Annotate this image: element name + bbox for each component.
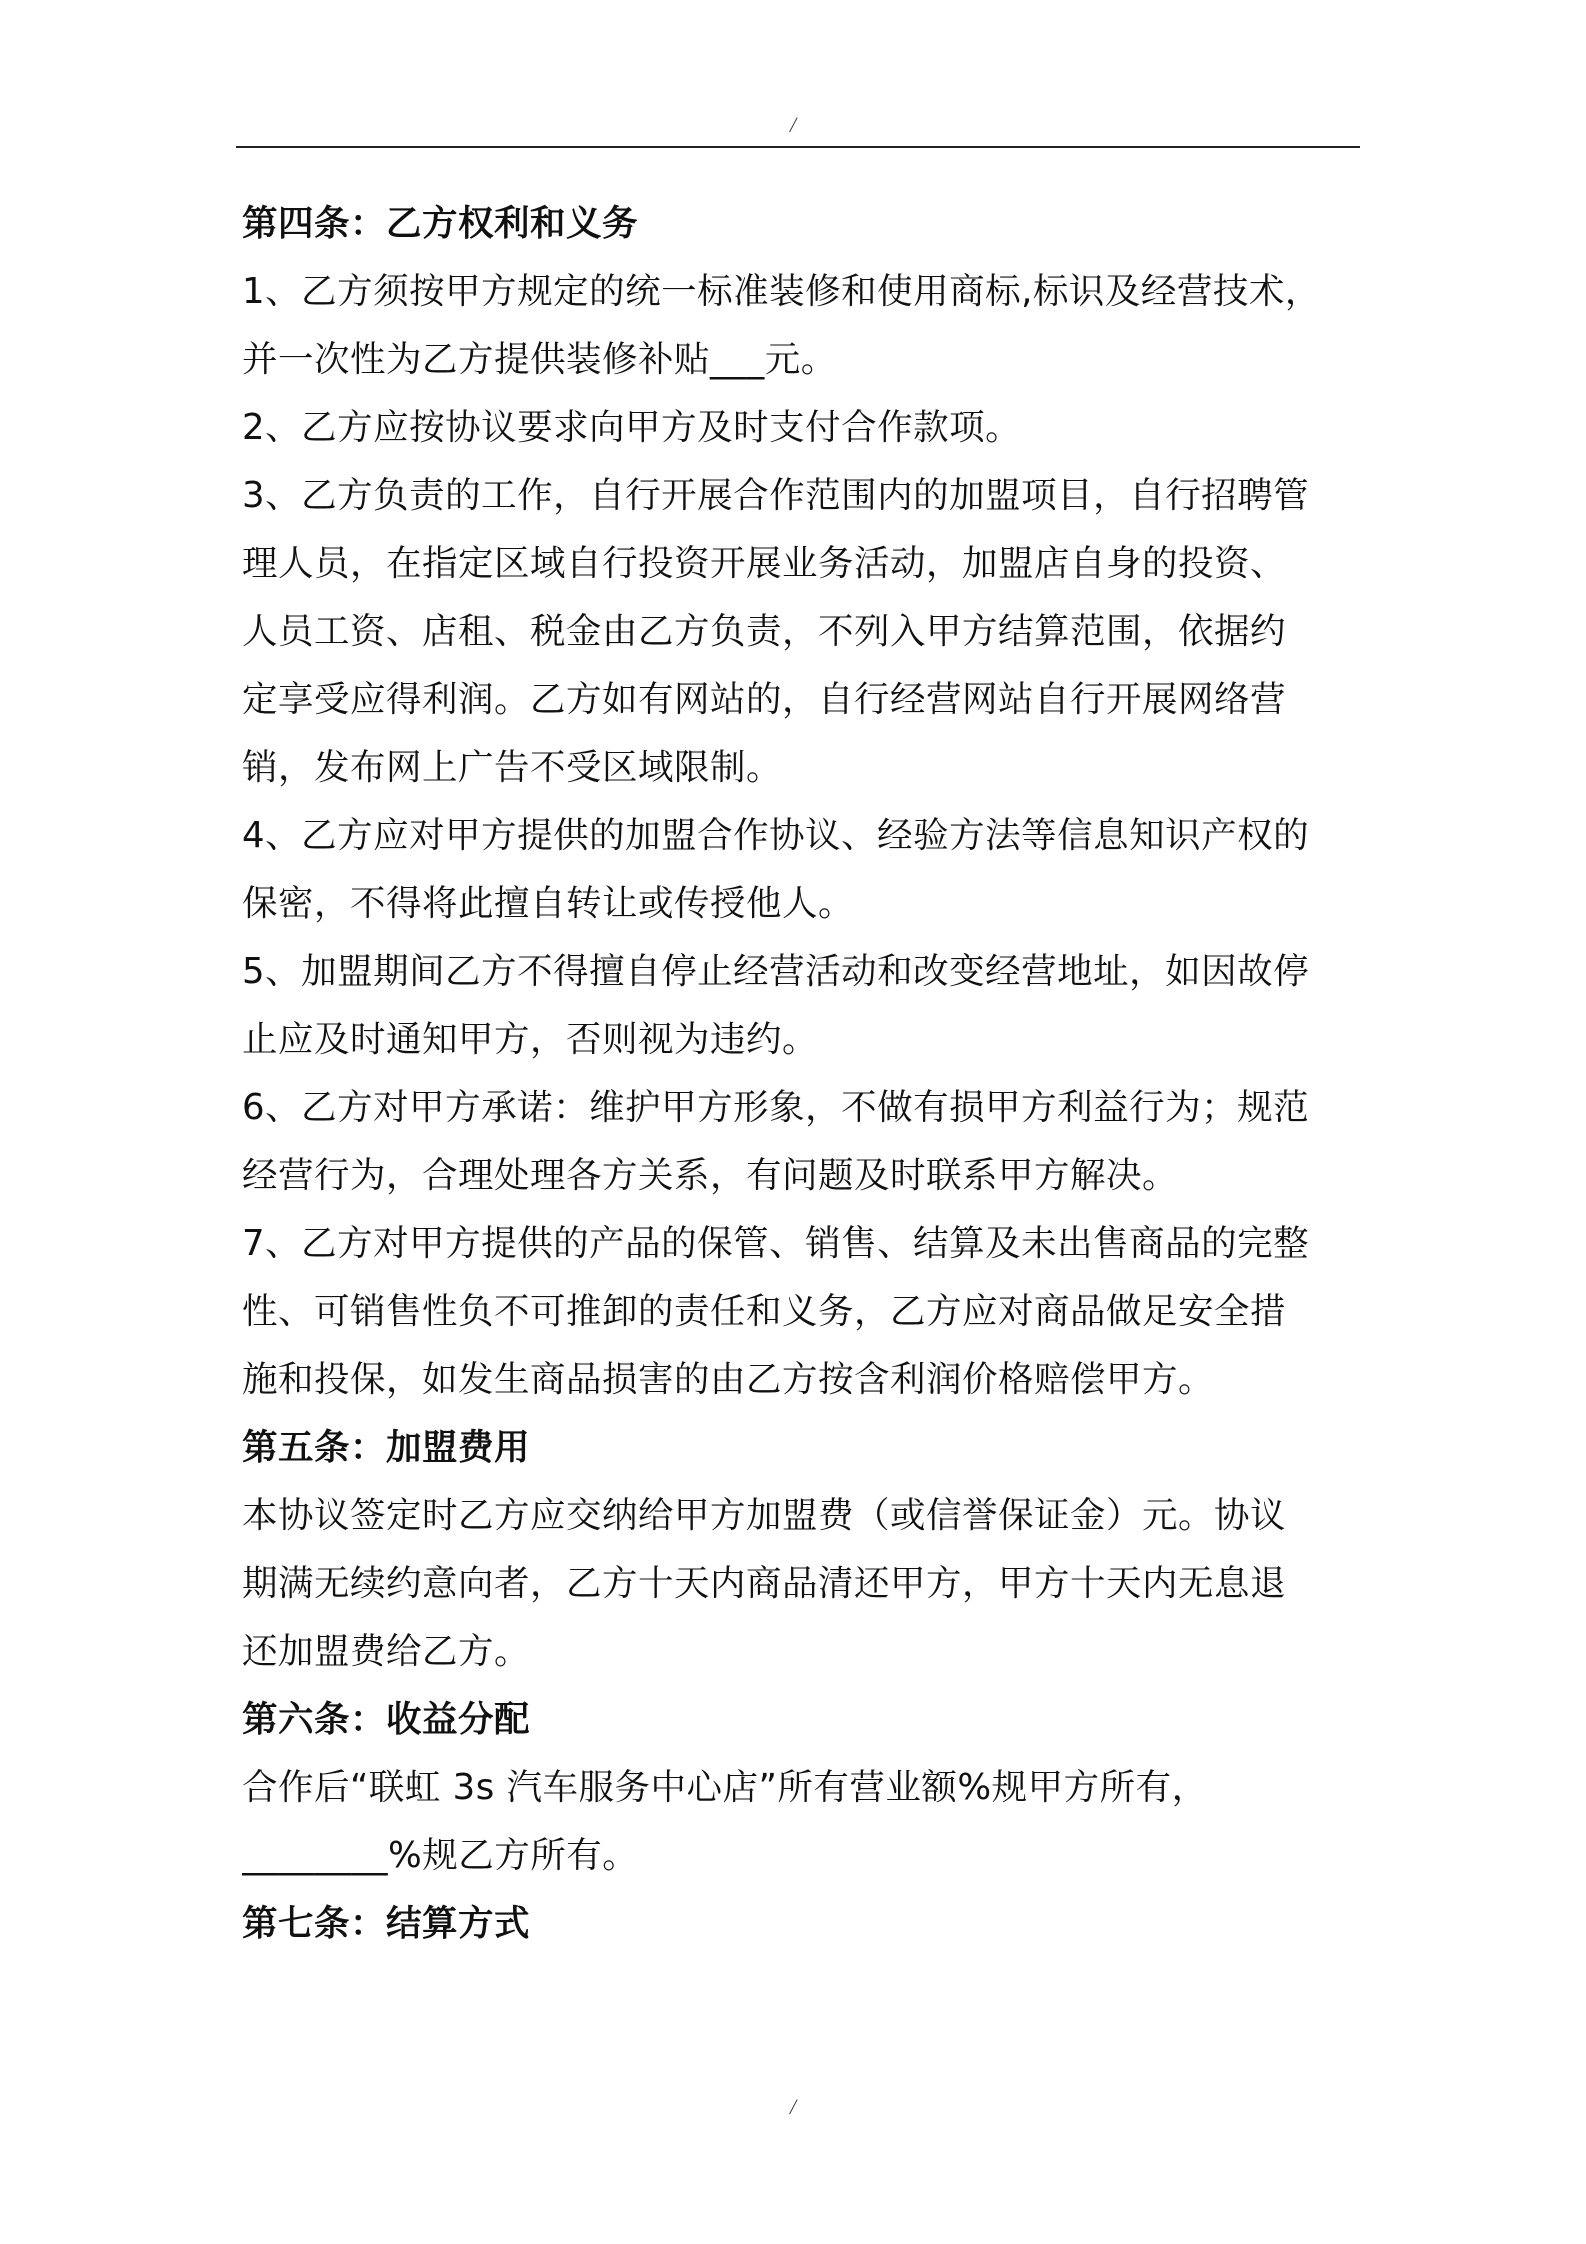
body-text-line: 销，发布网上广告不受区域限制。 [242,747,783,788]
body-text-line: 合作后“联虹 3s 汽车服务中心店”所有营业额%规甲方所有， [242,1767,1208,1808]
body-text-line: 3、乙方负责的工作，自行开展合作范围内的加盟项目，自行招聘管 [242,475,1310,516]
body-text-line: 并一次性为乙方提供装修补贴___元。 [242,339,837,380]
page-header-mark: / [789,112,797,137]
body-text-line: 7、乙方对甲方提供的产品的保管、销售、结算及未出售商品的完整 [242,1223,1310,1264]
body-text-line: 5、加盟期间乙方不得擅自停止经营活动和改变经营地址，如因故停 [242,951,1310,992]
section-heading: 第五条：加盟费用 [242,1427,531,1468]
body-text-line: 2、乙方应按协议要求向甲方及时支付合作款项。 [242,407,1022,448]
body-text-line: 人员工资、店租、税金由乙方负责，不列入甲方结算范围，依据约 [242,611,1287,652]
document-body [242,190,1362,1958]
body-text-line: 还加盟费给乙方。 [242,1631,531,1672]
section-heading: 第四条：乙方权利和义务 [242,203,639,244]
body-text-line: 经营行为，合理处理各方关系，有问题及时联系甲方解决。 [242,1155,1179,1196]
body-text-line: 施和投保，如发生商品损害的由乙方按含利润价格赔偿甲方。 [242,1359,1215,1400]
body-text-line: 止应及时通知甲方，否则视为违约。 [242,1019,819,1060]
body-text-line: 性、可销售性负不可推卸的责任和义务，乙方应对商品做足安全措 [242,1291,1287,1332]
body-text-line: 4、乙方应对甲方提供的加盟合作协议、经验方法等信息知识产权的 [242,815,1310,856]
body-text-line: 保密，不得将此擅自转让或传授他人。 [242,883,855,924]
header-divider [236,146,1360,148]
section-heading: 第六条：收益分配 [242,1699,531,1740]
body-text-line: 期满无续约意向者，乙方十天内商品清还甲方，甲方十天内无息退 [242,1563,1287,1604]
body-text-line: 理人员，在指定区域自行投资开展业务活动，加盟店自身的投资、 [242,543,1287,584]
body-text-line: 定享受应得利润。乙方如有网站的，自行经营网站自行开展网络营 [242,679,1287,720]
section-heading: 第七条：结算方式 [242,1903,531,1944]
body-text-line: 6、乙方对甲方承诺：维护甲方形象，不做有损甲方利益行为；规范 [242,1087,1310,1128]
body-text-line: 1、乙方须按甲方规定的统一标准装修和使用商标,标识及经营技术， [242,271,1321,312]
body-text-line: ________%规乙方所有。 [242,1835,639,1876]
body-text-line: 本协议签定时乙方应交纳给甲方加盟费（或信誉保证金）元。协议 [242,1495,1287,1536]
page-footer-mark: / [789,2094,797,2119]
